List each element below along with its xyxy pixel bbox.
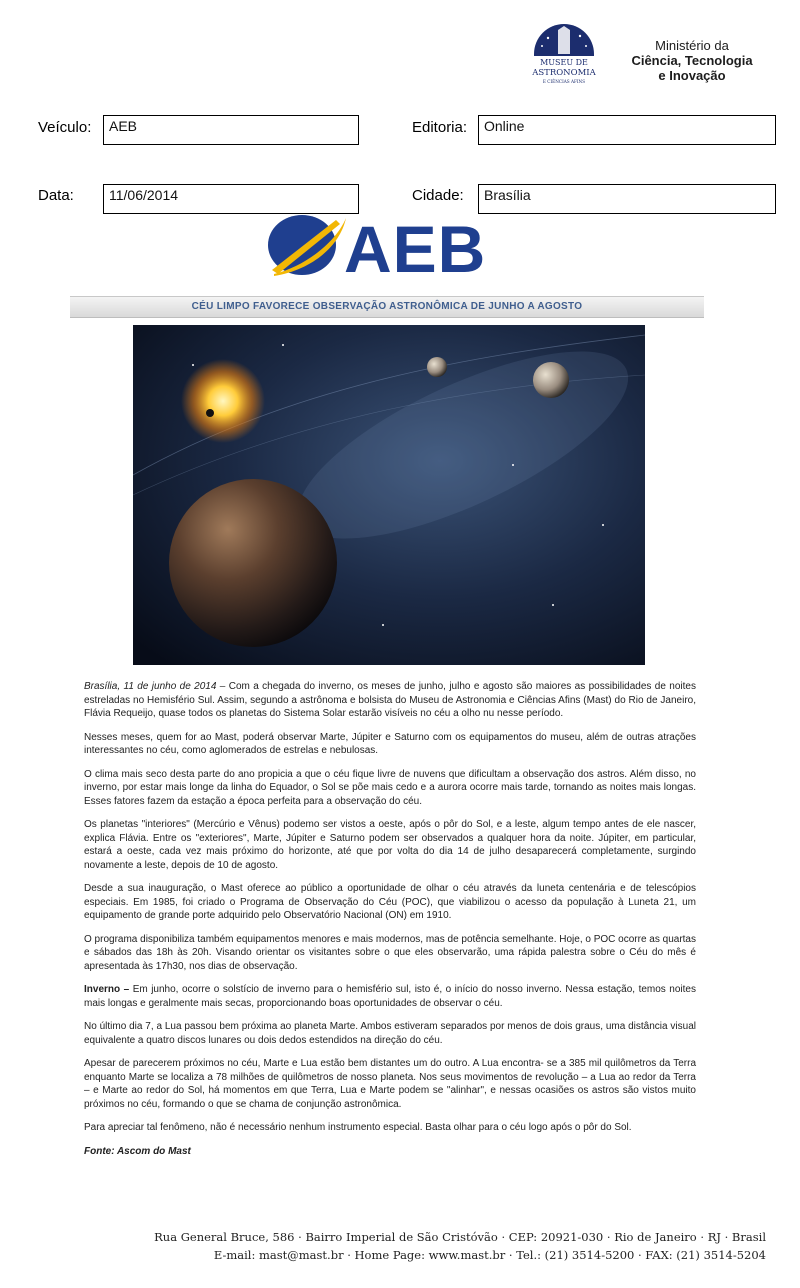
article-paragraph: Nesses meses, quem for ao Mast, poderá observar Marte, Júpiter e Saturno com os equipamentos do museu, além de outras atrações interessantes no céu, como aglomerados de estrelas e nebulosas.	[84, 731, 696, 756]
museum-logo-line1: MUSEU DE	[540, 58, 588, 67]
footer	[100, 1228, 766, 1264]
veiculo-label: Veículo:	[38, 119, 92, 136]
ministry-line2: Ciência, Tecnologia	[631, 53, 753, 68]
section-heading: Inverno –	[84, 984, 130, 995]
museum-of-astronomy-logo	[528, 20, 600, 92]
article-paragraph: Desde a sua inauguração, o Mast oferece ao público a oportunidade de olhar o céu através da luneta centenária e de telescópios especiais. Em 1985, foi criado o Programa de Observação do Céu (POC), que viabilizou o acesso da população à Luneta 21, um equipamento de grande porte adquirido pelo Observatório Nacional (ON) em 1910.	[84, 883, 696, 921]
aeb-logo-text: AEB	[344, 212, 487, 278]
article-paragraph: Os planetas "interiores" (Mercúrio e Vênus) podemo ser vistos a oeste, após o pôr do Sol, e a leste, algum tempo antes de ele nascer, explica Flávia. Entre os "exteriores", Marte, Júpiter e Saturno podem ser observados a qualquer hora da noite. Júpiter, em particular, estará a oeste, cada vez mais próximo do horizonte, até que por volta do dia 14 de julho desaparecerá completamente, surgindo novamente a leste, depois de 10 de agosto.	[84, 819, 696, 871]
large-planet-icon	[169, 479, 337, 647]
museum-logo-line3: E CIÊNCIAS AFINS	[542, 79, 586, 84]
cidade-label: Cidade:	[412, 187, 464, 204]
article-source: Fonte: Ascom do Mast	[84, 1145, 191, 1157]
moon-icon	[427, 357, 447, 377]
ministry-line3: e Inovação	[658, 68, 726, 83]
article-paragraph: No último dia 7, a Lua passou bem próxima ao planeta Marte. Ambos estiveram separados por menos de dois graus, uma distância visual equivalente a quatro discos lunares ou dois dedos estendidos na direção do céu.	[84, 1021, 696, 1046]
article-paragraph: O clima mais seco desta parte do ano propicia a que o céu fique livre de nuvens que dificultam a observação dos astros. Além disso, no inverno, por estar mais longe da linha do Equador, o Sol se põe mais cedo e a aurora ocorre mais tarde, tornando as noites mais longas. Esses fatores fazem da estação a época perfeita para a observação do céu.	[84, 768, 696, 807]
article-paragraph: O programa disponibiliza também equipamentos menores e mais modernos, mas de potência semelhante. Hoje, o POC ocorre as quartas e sábados das 18h às 20h. Visando orientar os visitantes sobre o que eles observarão, uma rápida palestra sobre o Céu do mês é apresentada às 17h30, nos dias de observação.	[84, 933, 696, 972]
editoria-field: Online	[478, 115, 776, 145]
museum-logo-line2: ASTRONOMIA	[532, 68, 596, 78]
article-title: CÉU LIMPO FAVORECE OBSERVAÇÃO ASTRONÔMICA DE JUNHO A AGOSTO	[70, 296, 704, 318]
article-dateline: Brasília, 11 de junho de 2014 –	[84, 681, 226, 692]
ministry-line1: Ministério da	[655, 38, 729, 53]
footer-contact: E-mail: mast@mast.br · Home Page: www.mast.br · Tel.: (21) 3514-5200 · FAX: (21) 3514-5204	[213, 1248, 766, 1262]
article-body	[84, 680, 696, 1168]
sun-icon	[181, 359, 265, 443]
veiculo-field: AEB	[103, 115, 359, 145]
aeb-logo	[266, 212, 516, 278]
article-paragraph: Apesar de parecerem próximos no céu, Marte e Lua estão bem distantes um do outro. A Lua encontra- se a 385 mil quilômetros da Terra enquanto Marte se localiza a 78 milhões de quilômetros de nosso planeta. Nos seus movimentos de revolução – a Lua ao redor da Terra – e Marte ao redor do Sol, há momentos em que Terra, Lua e Marte podem se "alinhar", e nessas ocasiões os astros são vistos muito próximos no céu, formando o que se chama de conjunção astronômica.	[84, 1058, 696, 1110]
space-illustration	[133, 325, 645, 665]
article-paragraph: Inverno – Em junho, ocorre o solstício de inverno para o hemisfério sul, isto é, o início do nosso inverno. Nessa estação, temos noites mais longas e geralmente mais secas, proporcionando boas oportunidades de observar o céu.	[84, 984, 696, 1009]
cidade-field: Brasília	[478, 184, 776, 214]
data-label: Data:	[38, 187, 74, 204]
ministry-logo	[612, 38, 772, 83]
article-paragraph: Brasília, 11 de junho de 2014 – Com a chegada do inverno, os meses de junho, julho e agosto são maiores as possibilidades de noites estreladas no Hemisfério Sul. Assim, segundo a astrônoma e bolsista do Museu de Astronomia e Ciências Afins (Mast) do Rio de Janeiro, Flávia Requeijo, quase todos os planetas do Sistema Solar estarão visíveis no céu a olho nu nesse período.	[84, 681, 696, 719]
editoria-label: Editoria:	[412, 119, 468, 136]
footer-address: Rua General Bruce, 586 · Bairro Imperial de São Cristóvão · CEP: 20921-030 · Rio de Janeiro · RJ · Brasil	[154, 1230, 766, 1244]
planet-icon	[533, 362, 569, 398]
article-paragraph: Para apreciar tal fenômeno, não é necessário nenhum instrumento especial. Basta olhar para o céu logo após o pôr do Sol.	[84, 1122, 632, 1133]
data-field: 11/06/2014	[103, 184, 359, 214]
